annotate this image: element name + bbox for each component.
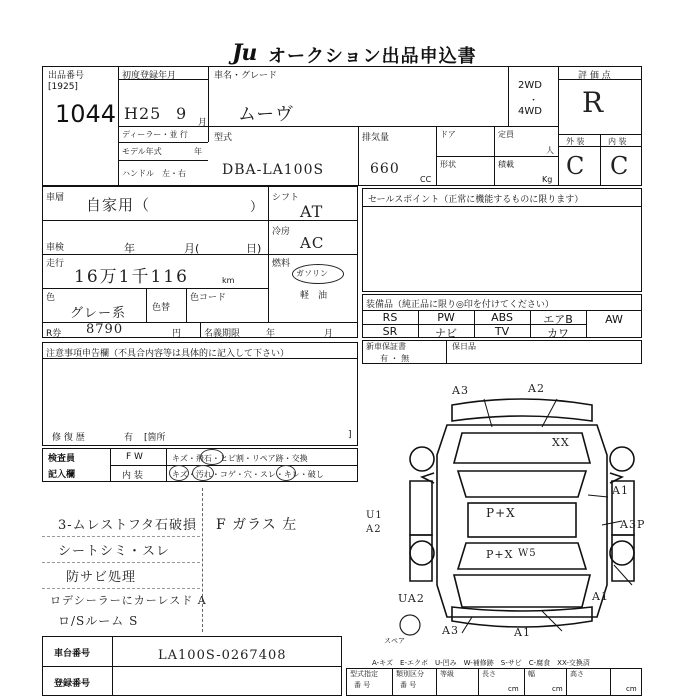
note-line-2: シートシミ・スレ [58,544,171,559]
equipment-tv: TV [494,325,510,338]
inspection-year: 年 [124,242,135,255]
displacement-label: 排気量 [362,133,390,143]
displacement-unit: CC [420,175,432,184]
drive-4wd: 4WD [518,106,542,117]
capacity-label: 定員 [498,130,514,139]
lot-number-sub: [1925] [48,82,78,92]
doors-label: ドア [440,130,456,139]
grid-model-designation: 型式指定 [350,670,378,678]
mark-left-a2: A2 [366,524,382,535]
equipment-pw: PW [437,311,455,324]
fuel-value: ガソリン [296,269,328,278]
mark-circle-wear [276,465,296,481]
mileage-value: 16万1千116 [74,267,189,287]
inspection-interior-items: キズ・汚れ・コゲ・穴・スレ・キレ・破し [172,470,324,479]
r-tax-unit: 円 [172,329,182,339]
ac-value: AC [300,234,325,252]
fw-items: キズ・飛石・ヒビ割・リペア跡・交換 [172,454,308,463]
note-right: F ガラス 左 [216,517,298,533]
grid-classification: 類別区分 [396,670,424,678]
chassis-value: LA100S-0267408 [158,648,287,663]
model-year-suffix: 年 [194,147,202,156]
load-unit: Kg [542,175,553,184]
equipment-rs: RS [382,311,398,324]
rating-label: 評 価 点 [578,71,611,81]
equipment-airbag: エアB [543,313,573,326]
entry-label: 記入欄 [48,470,76,480]
month-suffix: 月 [198,118,208,128]
color-change-label: 色替 [152,303,171,313]
use-close: ） [250,200,264,215]
mark-center-pxu: P+X [486,548,514,561]
interior-grade: C [610,152,630,180]
mark-bottom-a3: A3 [442,624,459,637]
first-reg-year: H25 [124,104,162,123]
mark-right-xx: XX [552,436,570,449]
use-value: 自家用（ [86,196,151,214]
spare-label: スペア [384,637,405,645]
form-logo: Ju [232,40,257,66]
mark-center-w5: W5 [518,548,537,559]
exterior-grade: C [566,152,586,180]
grid-length-unit: cm [508,685,519,693]
grid-height-unit: cm [626,685,637,693]
capacity-unit: 人 [546,146,554,155]
warranty-label: 新車保証書 [366,342,406,351]
chassis-label: 車台番号 [54,649,91,659]
car-tax-label: 名義期限 [204,329,241,339]
car-name-value: ムーヴ [238,104,295,125]
grid-width: 幅 [528,670,535,678]
inspection-day: 日) [246,242,262,255]
fw-label: F W [126,452,143,462]
inspection-label: 車検 [46,243,65,253]
equipment-abs: ABS [491,311,513,324]
equipment-navi: ナビ [435,327,457,340]
sales-point-label: セールスポイント（正常に機能するものに限ります） [368,195,584,205]
note-line-5: ロ/Sルーム S [58,614,139,628]
equipment-sr: SR [382,325,398,338]
mark-left-u1: U1 [366,510,383,521]
mileage-label: 走行 [46,259,65,269]
mileage-unit: km [222,276,235,285]
first-reg-month: 9 [176,104,188,123]
inspection-month: 月( [184,242,200,255]
grid-length: 長さ [482,670,496,678]
mark-right-a3p: A3P [620,518,646,531]
model-year-label: モデル年式 [122,147,162,156]
mark-center-px: P+X [486,506,516,520]
exterior-label: 外 装 [566,137,585,146]
car-damage-diagram [392,385,652,645]
equipment-label: 装備品（純正品に限り◎印を付けてください） [366,300,554,310]
shift-label: シフト [272,193,300,203]
color-label: 色 [46,293,56,303]
grid-width-unit: cm [552,685,563,693]
car-name-label: 車名・グレード [214,71,278,81]
damage-legend: A-キズ E-エクボ U-凹み W-補修跡 S-サビ C-腐食 XX-交換済 [372,659,590,667]
drive-dot: ・ [529,96,539,106]
ac-label: 冷房 [272,227,291,237]
repair-value: 有 [124,433,134,443]
mark-top-a2: A2 [528,382,545,395]
rating-value: R [582,86,605,119]
grid-height: 高さ [570,670,584,678]
grid-grade: 等級 [440,670,454,678]
mark-top-a3: A3 [452,384,469,397]
dealer-label: ディーラー・並 行 [122,130,188,139]
warranty-options: 有 ・ 無 [380,354,410,363]
mark-bottom-right-a1: A1 [592,590,609,603]
repair-place: [箇所 [144,433,166,443]
type-label: 型式 [214,133,233,143]
fuel-label: 燃料 [272,259,291,269]
mark-right-a1: A1 [612,484,629,497]
note-line-1: 3-ムレストフタ石破損 [58,518,197,533]
inspection-interior-label: 内 装 [122,471,143,481]
inspector-label: 検査員 [48,454,76,464]
load-label: 積載 [498,160,514,169]
repair-label: 修 復 歴 [52,433,85,443]
displacement-value: 660 [370,161,400,177]
mark-circle-dirt [192,465,214,481]
repair-close: ] [348,430,352,440]
color-code-label: 色コード [190,293,227,303]
equipment-leather: カワ [547,327,569,340]
first-reg-label: 初度登録年月 [122,71,177,81]
shape-label: 形状 [440,160,456,169]
grid-classification-sub: 番 号 [400,681,417,689]
lot-number: 1044 [55,100,117,128]
r-tax-value: 8790 [86,322,124,337]
shift-value: AT [300,202,324,221]
fuel-alt: 軽 油 [300,291,328,301]
type-value: DBA-LA100S [222,162,325,178]
mark-circle-scratch [169,465,189,481]
r-tax-label: R券 [46,329,62,339]
note-line-3: 防サビ処理 [66,570,137,585]
lot-number-label: 出品番号 [48,71,85,81]
form-title: オークション出品申込書 [268,46,477,67]
interior-label: 内 装 [608,137,627,146]
mark-bottom-a1: A1 [514,626,531,639]
handle-label: ハンドル 左・右 [122,169,186,178]
equipment-aw: AW [605,313,623,326]
grid-model-designation-sub: 番 号 [354,681,371,689]
color-value: グレー系 [70,306,127,321]
car-tax-month: 月 [324,329,334,339]
use-label: 車層 [46,193,65,203]
notes-label: 注意事項申告欄（不具合内容等は具体的に記入して下さい） [46,349,290,359]
car-tax-year: 年 [266,329,276,339]
mark-bottom-ua2: UA2 [398,592,425,605]
other-items-label: 保日品 [452,342,476,351]
mark-circle-stone [200,449,224,465]
drive-2wd: 2WD [518,80,542,91]
note-line-4: ロデシーラーにカーレスド A [50,594,207,607]
reg-label: 登録番号 [54,679,91,689]
